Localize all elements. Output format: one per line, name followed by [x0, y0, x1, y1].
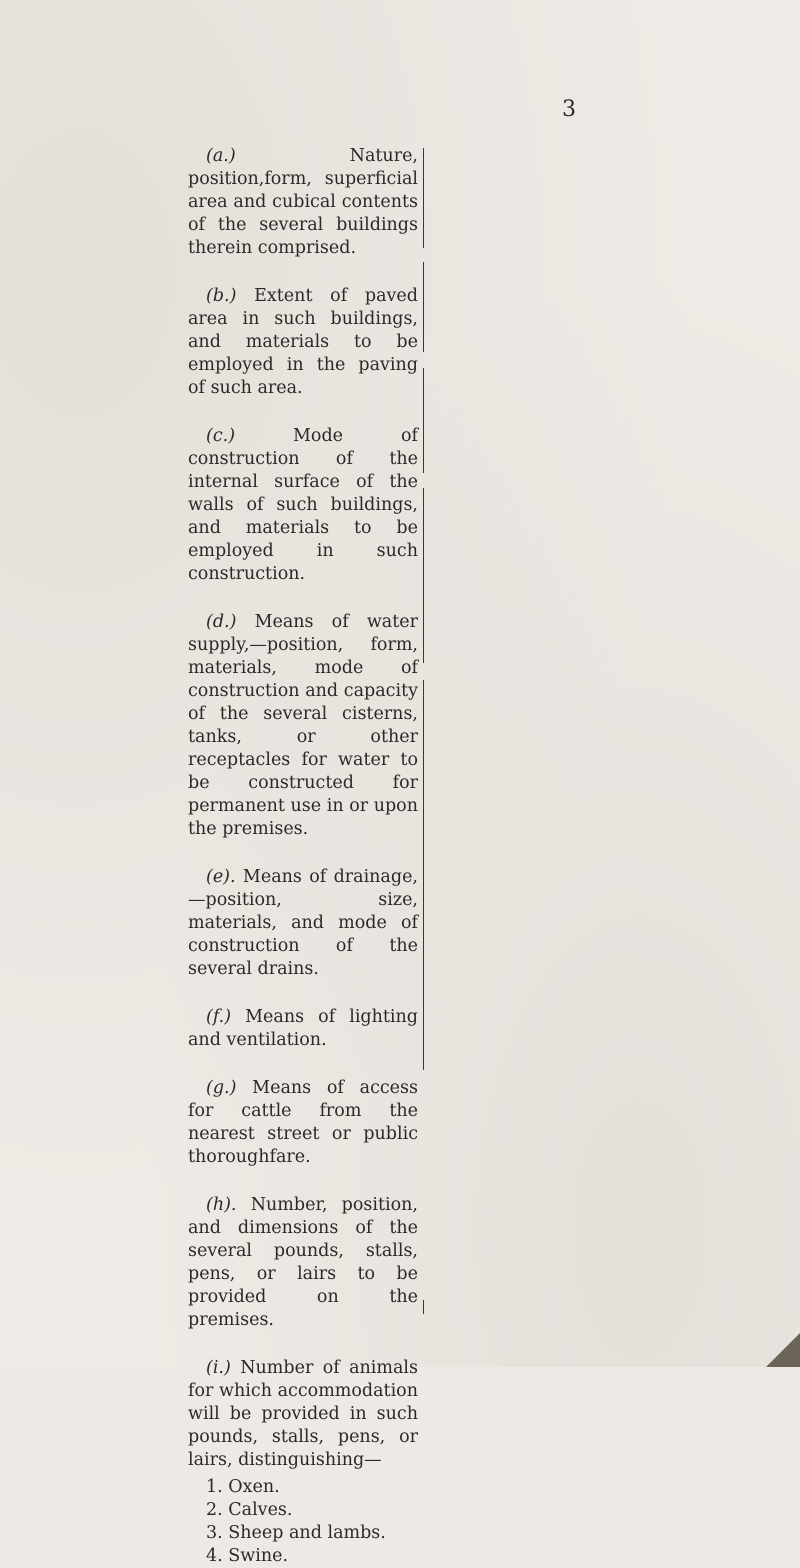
margin-rule	[423, 488, 424, 663]
paragraph-d	[188, 611, 418, 841]
paragraph-text: Extent of paved area in such buildings, and materials to be employed in the paving of such area.	[188, 286, 418, 398]
paragraph-letter: (e).	[206, 867, 236, 887]
paragraph-letter: (c.)	[206, 426, 236, 446]
paragraph-letter: (a.)	[206, 146, 236, 166]
paragraph-letter: (b.)	[206, 286, 237, 306]
paragraph-letter: (i.)	[206, 1358, 231, 1378]
paragraph-letter: (g.)	[206, 1078, 237, 1098]
paragraph-letter: (d.)	[206, 612, 237, 632]
margin-rule	[423, 368, 424, 473]
paragraph-b	[188, 285, 418, 400]
paragraph-text: Nature, position,form, superficial area and cubical contents of the several buildings therein comprised.	[188, 146, 418, 258]
paragraph-text: Mode of construction of the internal surface of the walls of such buildings, and materials to be employed in such construction.	[188, 426, 418, 584]
paragraph-text: Means of access for cattle from the nearest street or public thoroughfare.	[188, 1078, 418, 1167]
paragraph-text: Number of animals for which accommodation will be provided in such pounds, stalls, pens, or lairs, distinguishing—	[188, 1358, 418, 1470]
list-item: 3. Sheep and lambs.	[206, 1523, 386, 1543]
paragraph-a	[188, 145, 418, 260]
paragraph-letter: (f.)	[206, 1007, 232, 1027]
paragraph-text: Means of water supply,—position, form, materials, mode of construction and capacity of the several cisterns, tanks, or other receptacles for water to be constructed for permanent use in or upon the premises.	[188, 612, 418, 839]
text-column	[188, 145, 418, 1568]
page-corner	[766, 1333, 800, 1367]
paragraph-text: Number, position, and dimensions of the several pounds, stalls, pens, or lairs to be provided on the premises.	[188, 1195, 418, 1330]
paragraph-text: Means of lighting and ventilation.	[188, 1007, 418, 1050]
list-item: 1. Oxen.	[206, 1477, 280, 1497]
paragraph-h	[188, 1194, 418, 1332]
margin-rule	[423, 148, 424, 248]
paragraph-i	[188, 1357, 418, 1472]
margin-rule	[423, 680, 424, 1070]
paragraph-letter: (h).	[206, 1195, 237, 1215]
list-item: 4. Swine.	[206, 1546, 289, 1566]
paragraph-g	[188, 1077, 418, 1169]
margin-rule	[423, 1300, 424, 1314]
list-item: 2. Calves.	[206, 1500, 293, 1520]
animal-list	[188, 1476, 418, 1568]
page-number: 3	[562, 97, 576, 122]
margin-rule	[423, 262, 424, 352]
paragraph-f	[188, 1006, 418, 1052]
paragraph-e	[188, 866, 418, 981]
paragraph-text: Means of drainage,—position, size, materials, and mode of construction of the several drains.	[188, 867, 418, 979]
paragraph-c	[188, 425, 418, 586]
